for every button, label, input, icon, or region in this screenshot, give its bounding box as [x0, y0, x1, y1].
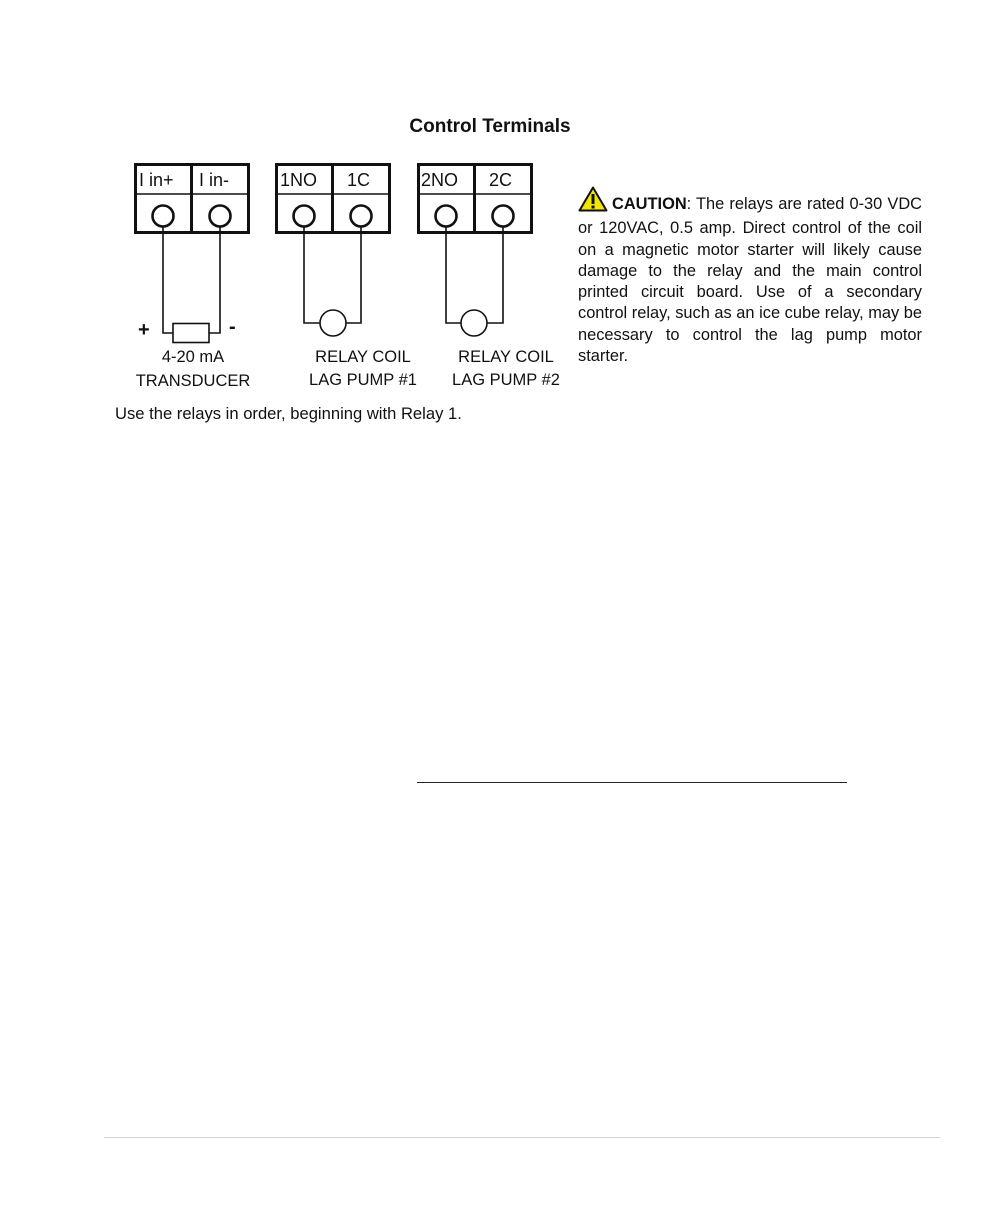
terminal-block-current-input: [135, 164, 249, 233]
warning-triangle-icon: [578, 186, 608, 218]
terminal-label-1c: 1C: [347, 170, 371, 190]
caution-text: : The relays are rated 0-30 VDC or 120VAC, 0.5 amp. Direct control of the coil on a magnetic motor starter will likely cause damage to the relay and the main control printed circuit board. Use of a secondary control relay, such as an ice cube relay, may be necessary to control the lag pump motor starter.: [578, 195, 922, 366]
terminal-block-relay-2: [418, 164, 532, 233]
transducer-minus-sign: -: [229, 316, 236, 338]
section-title: Control Terminals: [409, 116, 571, 137]
transducer-label-line1: 4-20 mA: [161, 348, 225, 366]
screw-terminal: [210, 206, 231, 227]
relay-coil-1-circuit: [304, 226, 361, 336]
screw-terminal: [294, 206, 315, 227]
caution-notice: [578, 186, 922, 367]
transducer-circuit: [163, 226, 220, 343]
relay-2-label-line2: LAG PUMP #2: [452, 371, 560, 389]
horizontal-rule: [417, 782, 847, 783]
relay-1-label-line1: RELAY COIL: [315, 348, 411, 366]
terminal-block-relay-1: [276, 164, 390, 233]
relay-1-label-line2: LAG PUMP #1: [309, 371, 417, 389]
terminal-label-i-in-minus: I in-: [199, 170, 230, 190]
relay-2-label-line1: RELAY COIL: [458, 348, 554, 366]
screw-terminal: [436, 206, 457, 227]
relay-order-note: Use the relays in order, beginning with Relay 1.: [115, 404, 462, 423]
terminal-label-2no: 2NO: [421, 170, 459, 190]
footer-rule: [104, 1137, 940, 1138]
transducer-plus-sign: +: [138, 319, 150, 341]
caution-heading: CAUTION: [612, 195, 687, 213]
screw-terminal: [153, 206, 174, 227]
terminal-label-1no: 1NO: [280, 170, 318, 190]
transducer-label-line2: TRANSDUCER: [135, 372, 251, 390]
relay-coil-2-circuit: [446, 226, 503, 336]
screw-terminal: [351, 206, 372, 227]
terminal-label-i-in-plus: I in+: [139, 170, 174, 190]
terminal-label-2c: 2C: [489, 170, 513, 190]
screw-terminal: [493, 206, 514, 227]
